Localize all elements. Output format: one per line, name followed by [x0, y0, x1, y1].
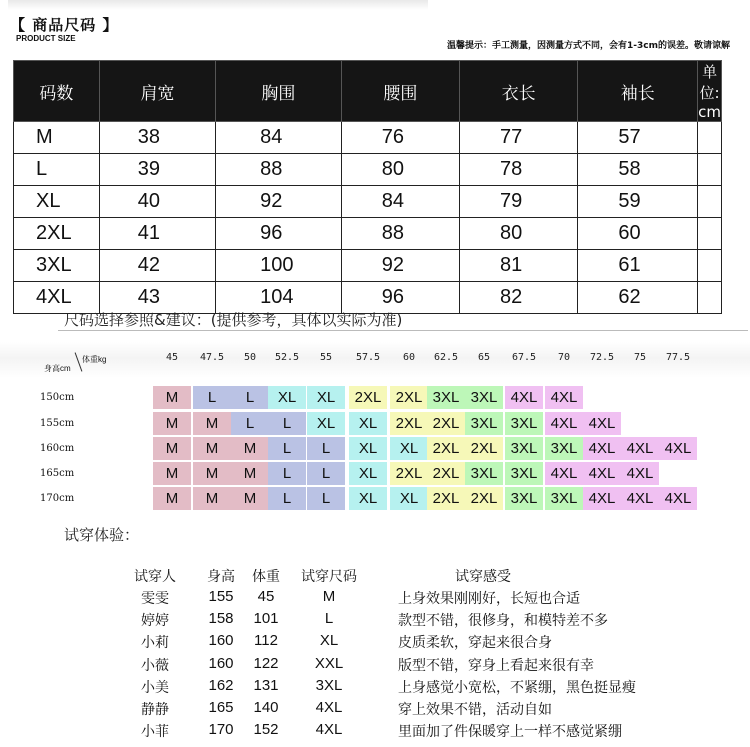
- size-guide-cell: L: [307, 462, 345, 485]
- size-guide-cell: L: [193, 386, 231, 409]
- size-guide-cell: 2XL: [390, 386, 428, 409]
- size-cell-size: XL: [14, 186, 100, 218]
- size-guide-cell: 2XL: [427, 437, 465, 460]
- try-on-name: 小美: [141, 679, 169, 696]
- product-size-title: 【 商品尺码 】: [10, 16, 119, 34]
- size-guide-cell: 2XL: [390, 462, 428, 485]
- size-guide-cell: XL: [390, 487, 428, 510]
- try-on-feedback: 穿上效果不错，活动自如: [398, 702, 552, 718]
- size-guide-cell: 3XL: [505, 437, 543, 460]
- size-guide-cell: 4XL: [583, 412, 621, 435]
- size-cell-sleeve: 57: [578, 122, 698, 154]
- size-guide-cell: 2XL: [465, 487, 503, 510]
- size-guide-cell: XL: [349, 412, 387, 435]
- size-guide-cell: 4XL: [545, 386, 583, 409]
- height-label: 150cm: [40, 392, 75, 403]
- size-cell-size: 2XL: [14, 218, 100, 250]
- header-shoulder: 肩宽: [99, 61, 215, 122]
- try-on-size: XL: [319, 632, 339, 650]
- size-guide-cell: L: [307, 487, 345, 510]
- size-guide-cell: 3XL: [505, 487, 543, 510]
- size-cell-length: 81: [460, 250, 578, 282]
- size-cell-shoulder: 39: [99, 154, 215, 186]
- try-on-name: 雯雯: [141, 591, 169, 607]
- try-on-size: 4XL: [315, 721, 343, 739]
- try-on-height: 155: [208, 588, 234, 605]
- size-guide-cell: M: [153, 487, 191, 510]
- product-size-subtitle: PRODUCT SIZE: [16, 34, 76, 43]
- size-cell-waist: 92: [341, 250, 459, 282]
- try-on-height: 162: [208, 676, 234, 694]
- size-guide-cell: 4XL: [621, 437, 659, 460]
- size-guide-cell: 3XL: [465, 462, 503, 485]
- size-guide-cell: M: [193, 437, 231, 460]
- size-cell-waist: 80: [341, 154, 459, 186]
- size-guide-cell: 2XL: [390, 412, 428, 435]
- size-cell-waist: 88: [341, 218, 459, 250]
- height-label: 165cm: [40, 468, 75, 479]
- size-cell-chest: 92: [216, 186, 342, 218]
- try-on-name: 静静: [141, 702, 169, 718]
- weight-tick: 57.5: [355, 352, 381, 363]
- size-cell-sleeve: 61: [578, 250, 698, 282]
- faded-top-strip: [8, 0, 428, 10]
- try-on-feedback: 款型不错，很修身，和模特差不多: [398, 613, 608, 630]
- size-guide-cell: 2XL: [349, 386, 387, 409]
- try-on-size: M: [322, 588, 336, 605]
- size-cell-chest: 104: [216, 282, 342, 314]
- size-row: [14, 250, 722, 282]
- corner-height-label: 身高cm: [44, 364, 71, 373]
- size-guide-cell: 4XL: [583, 462, 621, 485]
- size-guide-cell: 4XL: [505, 386, 543, 409]
- try-on-feedback: 上身感觉小宽松，不紧绷，黑色挺显瘦: [398, 679, 636, 696]
- try-on-weight: 101: [253, 610, 279, 628]
- size-cell-shoulder: 42: [99, 250, 215, 282]
- size-cell-size: 3XL: [14, 250, 100, 282]
- height-label: 155cm: [40, 418, 75, 429]
- try-on-size: XXL: [314, 654, 344, 672]
- size-guide-cell: L: [268, 437, 306, 460]
- size-guide-cell: XL: [349, 487, 387, 510]
- size-guide-cell: XL: [307, 412, 345, 435]
- weight-tick: 62.5: [433, 352, 459, 363]
- size-cell-shoulder: 41: [99, 218, 215, 250]
- size-guide-cell: 2XL: [465, 437, 503, 460]
- try-on-height: 158: [208, 610, 234, 628]
- size-cell-chest: 88: [216, 154, 342, 186]
- weight-tick: 77.5: [665, 352, 691, 363]
- size-guide-cell: 3XL: [545, 487, 583, 510]
- size-cell-sleeve: 59: [578, 186, 698, 218]
- size-guide-cell: 4XL: [659, 487, 697, 510]
- size-cell-chest: 100: [216, 250, 342, 282]
- try-on-title: 试穿体验：: [64, 526, 140, 544]
- size-cell-waist: 96: [341, 282, 459, 314]
- try-on-feedback: 皮质柔软，穿起来很合身: [398, 635, 552, 652]
- size-cell-length: 78: [460, 154, 578, 186]
- header-length: 衣长: [460, 61, 578, 122]
- size-cell-sleeve: 62: [578, 282, 698, 314]
- size-guide-cell: XL: [268, 386, 306, 409]
- weight-tick: 67.5: [511, 352, 537, 363]
- size-row: [14, 122, 722, 154]
- size-guide-cell: 4XL: [545, 412, 583, 435]
- size-cell-chest: 84: [216, 122, 342, 154]
- size-guide-cell: 4XL: [621, 462, 659, 485]
- size-cell-size: L: [14, 154, 100, 186]
- header-waist: 腰围: [341, 61, 459, 122]
- size-guide-cell: 4XL: [545, 462, 583, 485]
- size-guide-cell: M: [193, 412, 231, 435]
- divider: [58, 330, 748, 331]
- size-guide-title: 尺码选择参照&建议：(提供参考，具体以实际为准): [64, 311, 403, 329]
- size-guide-cell: L: [268, 487, 306, 510]
- try-on-weight: 112: [254, 632, 278, 650]
- size-guide-cell: M: [231, 437, 269, 460]
- try-on-height: 170: [208, 721, 234, 739]
- size-cell-blank: [698, 122, 722, 154]
- size-cell-chest: 96: [216, 218, 342, 250]
- size-guide-cell: M: [231, 462, 269, 485]
- try-on-weight: 140: [253, 699, 279, 716]
- size-cell-blank: [698, 154, 722, 186]
- size-guide-cell: M: [153, 462, 191, 485]
- size-guide-cell: L: [307, 437, 345, 460]
- weight-tick: 47.5: [199, 352, 225, 363]
- size-guide-cell: 3XL: [505, 462, 543, 485]
- size-cell-blank: [698, 282, 722, 314]
- size-cell-size: 4XL: [14, 282, 100, 314]
- size-guide-cell: XL: [307, 386, 345, 409]
- size-cell-blank: [698, 186, 722, 218]
- size-guide-cell: 2XL: [427, 462, 465, 485]
- weight-tick: 75: [633, 352, 647, 363]
- size-cell-size: M: [14, 122, 100, 154]
- header-chest: 胸围: [216, 61, 342, 122]
- size-guide-cell: M: [193, 487, 231, 510]
- weight-tick: 70: [557, 352, 571, 363]
- try-on-name: 小莉: [141, 635, 169, 652]
- try-on-header: 试穿人: [134, 569, 176, 585]
- size-guide-cell: 4XL: [583, 487, 621, 510]
- corner-weight-label: 体重kg: [82, 355, 107, 364]
- try-on-name: 小薇: [141, 657, 169, 674]
- size-row: [14, 218, 722, 250]
- try-on-size: L: [324, 610, 334, 628]
- size-cell-length: 79: [460, 186, 578, 218]
- size-table-header: [14, 61, 722, 122]
- header-sleeve: 袖长: [578, 61, 698, 122]
- try-on-feedback: 版型不错，穿身上看起来很有幸: [398, 657, 594, 674]
- size-guide-cell: XL: [349, 462, 387, 485]
- try-on-name: 婷婷: [141, 613, 169, 630]
- try-on-size: 3XL: [315, 676, 343, 694]
- try-on-height: 160: [208, 632, 234, 650]
- size-cell-waist: 84: [341, 186, 459, 218]
- size-guide-cell: 4XL: [583, 437, 621, 460]
- try-on-weight: 131: [253, 676, 279, 694]
- size-cell-sleeve: 58: [578, 154, 698, 186]
- size-cell-blank: [698, 218, 722, 250]
- size-cell-blank: [698, 250, 722, 282]
- size-guide-cell: 3XL: [505, 412, 543, 435]
- weight-tick: 65: [477, 352, 491, 363]
- size-guide-cell: M: [153, 437, 191, 460]
- size-guide-cell: 3XL: [465, 386, 503, 409]
- size-guide-cell: L: [268, 462, 306, 485]
- size-cell-length: 77: [460, 122, 578, 154]
- try-on-weight: 45: [257, 588, 275, 605]
- try-on-header: 身高: [207, 569, 235, 585]
- header-size: 码数: [14, 61, 100, 122]
- height-label: 160cm: [40, 443, 75, 454]
- size-table: [13, 60, 722, 314]
- weight-tick: 60: [402, 352, 416, 363]
- weight-tick: 45: [165, 352, 179, 363]
- size-cell-shoulder: 38: [99, 122, 215, 154]
- size-guide-cell: M: [153, 386, 191, 409]
- measurement-notice: 温馨提示：手工测量，因测量方式不同，会有1-3cm的误差。敬请谅解: [447, 41, 730, 51]
- try-on-feedback: 上身效果刚刚好，长短也合适: [398, 591, 580, 607]
- size-guide-cell: 4XL: [659, 437, 697, 460]
- size-guide-cell: L: [268, 412, 306, 435]
- weight-tick: 50: [243, 352, 257, 363]
- size-cell-sleeve: 60: [578, 218, 698, 250]
- size-guide-cell: 2XL: [427, 412, 465, 435]
- weight-tick: 72.5: [589, 352, 615, 363]
- size-guide-cell: 2XL: [427, 487, 465, 510]
- size-guide-cell: L: [231, 386, 269, 409]
- size-guide-cell: 3XL: [427, 386, 465, 409]
- size-guide-cell: M: [193, 462, 231, 485]
- size-cell-length: 80: [460, 218, 578, 250]
- try-on-size: 4XL: [315, 699, 343, 716]
- weight-tick: 52.5: [274, 352, 300, 363]
- height-label: 170cm: [40, 493, 75, 504]
- size-guide-cell: M: [231, 487, 269, 510]
- size-guide-cell: M: [153, 412, 191, 435]
- try-on-weight: 152: [253, 721, 279, 739]
- size-cell-waist: 76: [341, 122, 459, 154]
- size-guide-cell: L: [231, 412, 269, 435]
- size-guide-cell: 4XL: [621, 487, 659, 510]
- size-row: [14, 154, 722, 186]
- size-cell-length: 82: [460, 282, 578, 314]
- size-cell-shoulder: 43: [99, 282, 215, 314]
- weight-tick: 55: [319, 352, 333, 363]
- size-row: [14, 186, 722, 218]
- size-guide-cell: XL: [390, 437, 428, 460]
- try-on-header: 试穿尺码: [301, 569, 357, 585]
- try-on-header: 体重: [252, 569, 280, 585]
- try-on-height: 160: [208, 654, 234, 672]
- try-on-weight: 122: [253, 654, 279, 672]
- size-guide-cell: 3XL: [545, 437, 583, 460]
- try-on-feedback: 里面加了件保暖穿上一样不感觉紧绷: [398, 724, 622, 741]
- header-unit: 单位: cm: [698, 61, 722, 122]
- size-cell-shoulder: 40: [99, 186, 215, 218]
- try-on-header: 试穿感受: [455, 569, 511, 585]
- size-guide-cell: XL: [349, 437, 387, 460]
- try-on-height: 165: [208, 699, 234, 716]
- size-guide-cell: 3XL: [465, 412, 503, 435]
- try-on-name: 小菲: [141, 724, 169, 741]
